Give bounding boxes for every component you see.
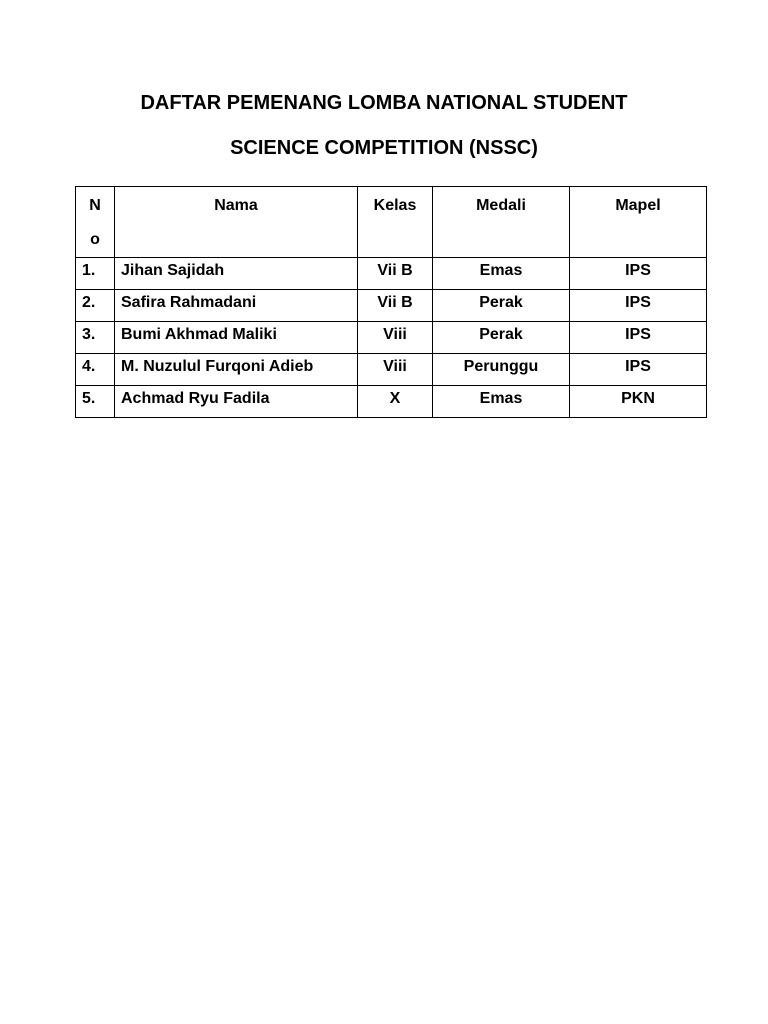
cell-kelas: Viii	[358, 322, 433, 354]
cell-medali: Perak	[433, 322, 570, 354]
cell-nama: Achmad Ryu Fadila	[115, 386, 358, 418]
cell-no: 5.	[76, 386, 115, 418]
header-medali: Medali	[433, 187, 570, 258]
cell-medali: Perak	[433, 290, 570, 322]
cell-mapel: IPS	[570, 290, 707, 322]
cell-mapel: IPS	[570, 354, 707, 386]
cell-no: 2.	[76, 290, 115, 322]
header-mapel: Mapel	[570, 187, 707, 258]
table-row	[76, 322, 707, 354]
cell-nama: M. Nuzulul Furqoni Adieb	[115, 354, 358, 386]
document-title-line2: SCIENCE COMPETITION (NSSC)	[230, 137, 538, 159]
table-row	[76, 290, 707, 322]
cell-medali: Perunggu	[433, 354, 570, 386]
header-no	[76, 187, 115, 258]
cell-no: 3.	[76, 322, 115, 354]
cell-kelas: Vii B	[358, 258, 433, 290]
document-title-line1: DAFTAR PEMENANG LOMBA NATIONAL STUDENT	[140, 92, 628, 114]
cell-no: 4.	[76, 354, 115, 386]
table-header-row	[76, 187, 707, 258]
cell-nama: Jihan Sajidah	[115, 258, 358, 290]
cell-no: 1.	[76, 258, 115, 290]
cell-nama: Safira Rahmadani	[115, 290, 358, 322]
cell-medali: Emas	[433, 386, 570, 418]
table-row	[76, 386, 707, 418]
header-kelas: Kelas	[358, 187, 433, 258]
cell-kelas: X	[358, 386, 433, 418]
table-row	[76, 258, 707, 290]
header-no-line2: o	[90, 231, 100, 248]
cell-mapel: IPS	[570, 322, 707, 354]
cell-nama: Bumi Akhmad Maliki	[115, 322, 358, 354]
header-nama: Nama	[115, 187, 358, 258]
winners-table	[75, 186, 707, 418]
cell-mapel: IPS	[570, 258, 707, 290]
cell-kelas: Viii	[358, 354, 433, 386]
cell-mapel: PKN	[570, 386, 707, 418]
header-no-line1: N	[89, 197, 101, 214]
cell-medali: Emas	[433, 258, 570, 290]
cell-kelas: Vii B	[358, 290, 433, 322]
table-row	[76, 354, 707, 386]
